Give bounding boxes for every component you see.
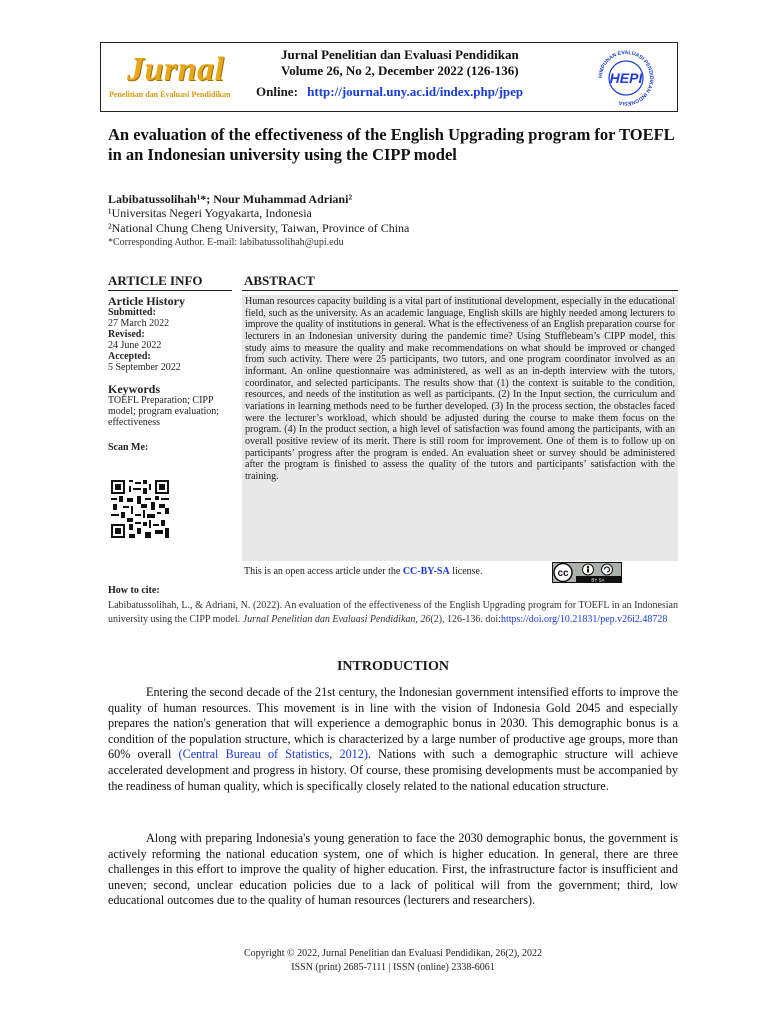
hepi-logo-icon <box>595 47 657 109</box>
logo-subtitle: Penelitian dan Evaluasi Pendidikan <box>109 90 231 99</box>
license-prefix: This is an open access article under the <box>244 566 401 577</box>
article-history-heading: Article History <box>108 294 185 308</box>
abstract-heading: ABSTRACT <box>244 273 315 288</box>
article-title: An evaluation of the effectiveness of the English Upgrading program for TOEFL in an Indonesian university using the CIPP model <box>108 125 674 164</box>
intro-paragraph-1 <box>108 685 678 794</box>
divider <box>108 290 232 291</box>
qr-code-icon[interactable] <box>110 480 170 538</box>
doi-link[interactable]: https://doi.org/10.21831/pep.v26i2.48728 <box>500 614 668 625</box>
accepted-label: Accepted: <box>108 351 151 362</box>
intro-paragraph-2: Along with preparing Indonesia's young generation to face the 2030 demographic bonus, the government is actively reforming the national education system, one of which is higher education. In general, there are three challenges in this effort to improve the quality of higher education. First, the infrastructure factor is insufficient and uneven; second, unclear education policies due to a lack of political will from the government; third, low educational outcomes due to the quality of human resources (lecturers and researchers). <box>108 831 678 908</box>
cc-by-sa-badge-icon[interactable] <box>552 562 622 583</box>
affiliation-2: ²National Chung Cheng University, Taiwan, Province of China <box>108 221 410 235</box>
submitted-date: 27 March 2022 <box>108 318 170 329</box>
article-info-column <box>108 296 232 453</box>
para1-text-a: Entering the second decade of the 21st century, the Indonesian government intensified efforts to improve the quality of human resources. This movement is in line with the vision of Indonesia Gold 2045 and especially prepares the nation's generation that will experience a demographic bonus in 2030. This demographic bonus is a condition of the population structure, which is characterized by a large number of productive age groups, more than 60% overall <box>108 685 678 762</box>
journal-logo <box>105 47 245 107</box>
abstract-text: Human resources capacity building is a vital part of institutional development, especially in the educational field, such as the university. As an academic language, English skills are highly needed among lecturers to improve the quality of institutions in general. What is the effectiveness of an English preparation course for lecturers in an Indonesian university during the pandemic time? Using Stufflebeam’s CIPP model, this study aims to measure the quality and make recommendations on what should be improved or changed from such activity. There were 25 participants, two tutors, and one program coordinator involved as an informant. An online questionnaire was administered, as well as an in-depth interview with the tutors, coordinator, and selected participants. The results show that (1) the context is suitable to the condition, resources, and needs of the institution as well as participants. (2) In the Input section, the curriculum and variations in learning methods need to be further developed. (3) In the process section, the obstacles faced were the lecturer’s workload, which should be adjusted during the course to make them focus on the program. (4) In the product section, a high level of satisfaction was found among the participants, with an overall positive review of its merit. There is still room for improvement. One of them is to follow up on participants’ progress after the program is ended. An evaluation sheet or survey should be administered after the program is finished to assess the quality of the tutors and participants’ satisfaction with the training. <box>245 296 675 482</box>
hepi-ring-text: HIMPUNAN EVALUASI PENDIDIKAN INDONESIA <box>597 49 655 107</box>
logo-word: Jurnal <box>127 51 225 88</box>
submitted-label: Submitted: <box>108 307 156 318</box>
revised-date: 24 June 2022 <box>108 340 162 351</box>
accepted-date: 5 September 2022 <box>108 362 181 373</box>
affiliation-1: ¹Universitas Negeri Yogyakarta, Indonesia <box>108 206 312 220</box>
citation-text <box>108 599 678 627</box>
journal-name: Jurnal Penelitian dan Evaluasi Pendidikan <box>281 47 519 62</box>
journal-url-link[interactable]: http://journal.uny.ac.id/index.php/jpep <box>307 84 524 99</box>
revised-label: Revised: <box>108 329 145 340</box>
license-link[interactable]: CC-BY-SA <box>402 566 450 577</box>
footer-issn: ISSN (print) 2685-7111 | ISSN (online) 2338-6061 <box>291 962 495 973</box>
page-footer <box>0 947 768 975</box>
how-to-cite-heading: How to cite: <box>108 585 160 596</box>
cc-badge-sub: BY SA <box>591 577 605 583</box>
keywords-heading: Keywords <box>108 382 160 396</box>
journal-header <box>100 42 678 112</box>
scan-label: Scan Me: <box>108 442 149 453</box>
hepi-logo-text: HEPI <box>609 70 643 86</box>
license-suffix: license. <box>452 566 483 577</box>
footer-copyright: Copyright © 2022, Jurnal Penelitian dan Evaluasi Pendidikan, 26(2), 2022 <box>243 948 543 959</box>
citation-pages: (2), 126-136. doi: <box>430 614 501 625</box>
citation-journal: Jurnal Penelitian dan Evaluasi Pendidikan, 26 <box>242 614 431 625</box>
keywords-text: TOEFL Preparation; CIPP model; program evaluation; effectiveness <box>108 395 220 428</box>
article-info-heading: ARTICLE INFO <box>108 273 203 288</box>
citation-plain: Labibatussolihah, L., & Adriani, N. (2022). An evaluation of the effectiveness of the English Upgrading program for TOEFL in an Indonesian university using the CIPP model. <box>108 600 678 625</box>
introduction-heading: INTRODUCTION <box>336 659 449 674</box>
citation-link[interactable]: (Central Bureau of Statistics, 2012) <box>178 747 368 762</box>
corresponding-author: *Corresponding Author. E-mail: labibatussolihah@upi.edu <box>108 237 344 248</box>
divider <box>242 290 678 291</box>
online-label: Online: <box>256 84 298 99</box>
journal-info <box>281 47 581 79</box>
abstract-box <box>242 295 678 561</box>
article-authors: Labibatussolihah¹*; Nour Muhammad Adriani² <box>108 192 353 206</box>
license-line <box>244 566 482 577</box>
online-line <box>256 84 523 100</box>
journal-volume: Volume 26, No 2, December 2022 (126-136) <box>281 63 519 78</box>
para1-text-b: . Nations with such a demographic structure will achieve accelerated development and progress in history. Of course, these promising developments must be accompanied by the readiness of human quality, which is specifically closely related to the national education structure. <box>108 747 678 793</box>
cc-badge-text: cc <box>557 568 569 579</box>
